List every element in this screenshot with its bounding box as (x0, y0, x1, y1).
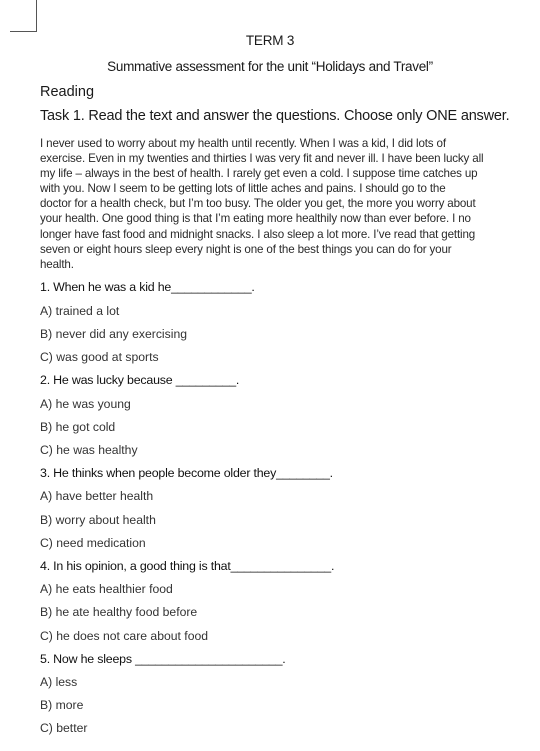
question-4-option-a: A) he eats healthier food (40, 582, 173, 596)
question-3-option-c: C) need medication (40, 536, 146, 550)
question-5-option-c: C) better (40, 721, 88, 735)
question-2-option-c: C) he was healthy (40, 443, 138, 457)
question-4: 4. In his opinion, a good thing is that_______________. (40, 559, 335, 573)
passage-line: longer have fast food and midnight snacks. I also sleep a lot more. I’ve read that getting (40, 227, 476, 241)
passage-line: health. (40, 257, 74, 271)
question-3-option-b: B) worry about health (40, 513, 156, 527)
crop-mark-horizontal (10, 31, 37, 32)
question-1-option-b: B) never did any exercising (40, 327, 187, 341)
question-1: 1. When he was a kid he____________. (40, 280, 255, 294)
question-5: 5. Now he sleeps ______________________. (40, 652, 286, 666)
question-3-option-a: A) have better health (40, 489, 154, 503)
passage-line: exercise. Even in my twenties and thirties I was very fit and never ill. I have been lucky all (40, 152, 484, 166)
question-3: 3. He thinks when people become older they________. (40, 466, 333, 480)
passage-line: I never used to worry about my health until recently. When I was a kid, I did lots of (40, 137, 446, 150)
assessment-subtitle: Summative assessment for the unit “Holidays and Travel” (107, 59, 433, 74)
question-1-option-a: A) trained a lot (40, 304, 120, 318)
reading-passage (40, 136, 536, 272)
passage-line: with you. Now I seem to be getting lots of little aches and pains. I should go to the (40, 182, 446, 196)
question-4-option-c: C) he does not care about food (40, 629, 209, 643)
passage-line: my life – always in the best of health. I rarely get even a cold. I suppose time catches up (40, 167, 478, 181)
passage-line: doctor for a health check, but I’m too busy. The older you get, the more you worry about (40, 197, 476, 211)
question-2: 2. He was lucky because _________. (40, 373, 240, 387)
crop-mark-vertical (36, 0, 37, 32)
passage-line: your health. One good thing is that I’m eating more healthily now than ever before. I no (40, 212, 471, 226)
question-2-option-a: A) he was young (40, 397, 131, 411)
question-5-option-b: B) more (40, 698, 84, 712)
question-4-option-b: B) he ate healthy food before (40, 605, 198, 619)
question-1-option-c: C) was good at sports (40, 350, 159, 364)
term-heading: TERM 3 (245, 33, 295, 48)
question-2-option-b: B) he got cold (40, 420, 116, 434)
task-instruction: Task 1. Read the text and answer the questions. Choose only ONE answer. (40, 108, 510, 124)
section-heading: Reading (40, 84, 95, 100)
question-5-option-a: A) less (40, 675, 78, 689)
passage-line: seven or eight hours sleep every night is one of the best things you can do for your (40, 242, 452, 256)
